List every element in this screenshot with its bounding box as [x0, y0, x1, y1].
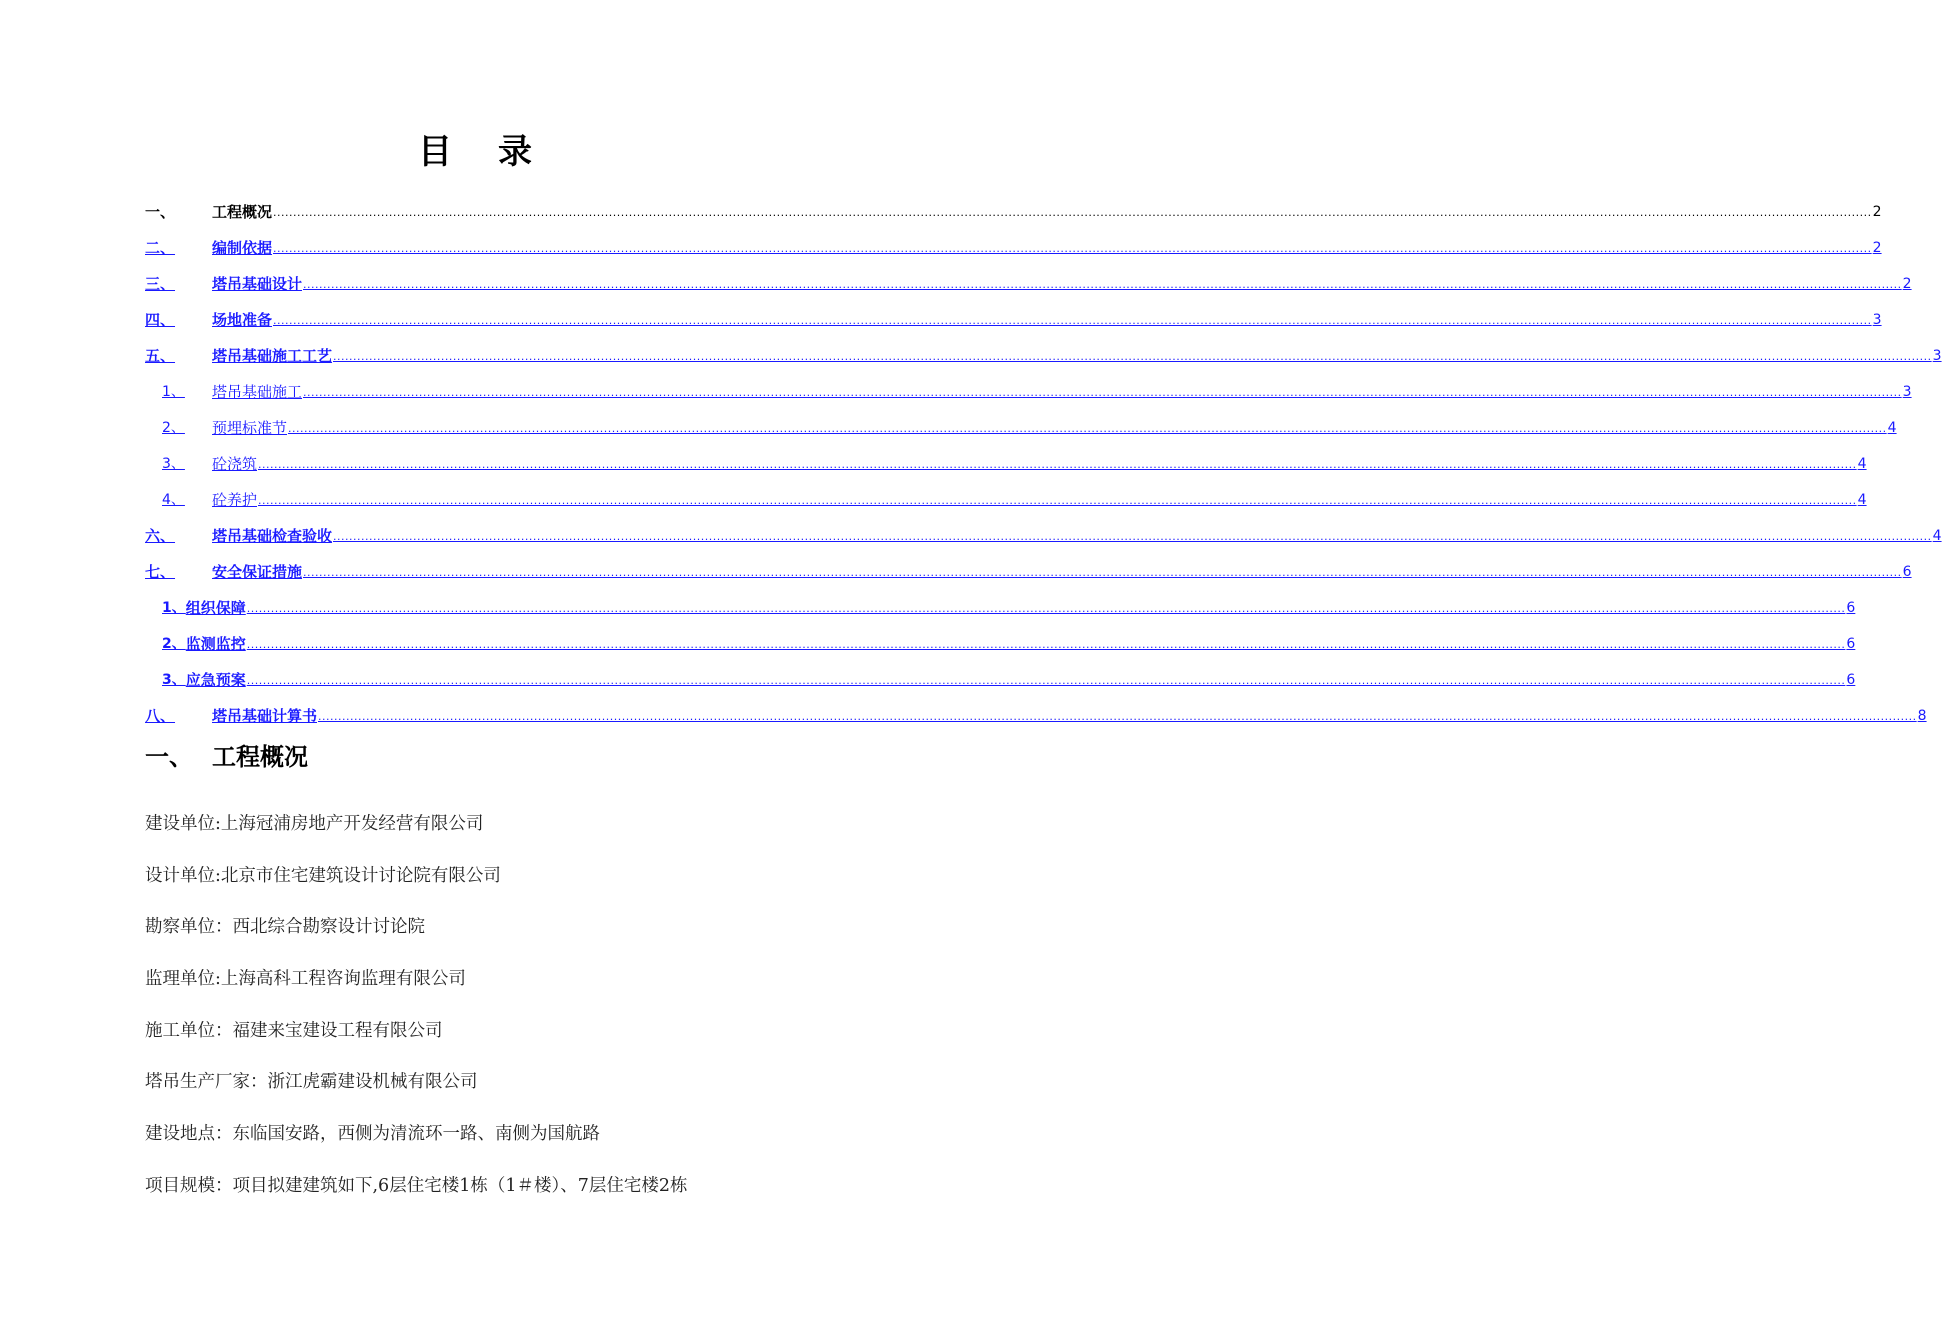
toc-entry[interactable] [145, 510, 1942, 546]
toc-entry-page: 6 [1902, 564, 1912, 580]
toc-entry[interactable] [145, 258, 1912, 294]
toc-entry-number: 3、 [162, 456, 185, 472]
toc-entry [145, 186, 1882, 222]
body-text-line: 塔吊生产厂家：浙江虎霸建设机械有限公司 [145, 1072, 478, 1093]
toc-entry-page: 2 [1872, 204, 1882, 220]
toc-leader-dots: ................................................................................................................................................................................................................................................................................................................................................................................................................ [333, 350, 1932, 363]
body-text-line: 勘察单位：西北综合勘察设计讨论院 [145, 917, 425, 938]
toc-entry[interactable] [145, 618, 1856, 654]
toc-entry-title: 砼养护 [212, 491, 258, 509]
toc-entry-number: 七、 [145, 563, 176, 581]
toc-entry[interactable] [145, 330, 1942, 366]
toc-entry-page: 2 [1902, 276, 1912, 292]
toc-entry[interactable] [145, 438, 1867, 474]
body-text-line: 建设地点：东临国安路，西侧为清流环一路、南侧为国航路 [145, 1124, 600, 1145]
toc-leader-dots: ................................................................................................................................................................................................................................................................................................................................................................................................................ [246, 638, 1846, 651]
toc-entry-number: 四、 [145, 311, 176, 329]
toc-leader-dots: ................................................................................................................................................................................................................................................................................................................................................................................................................ [303, 566, 1902, 579]
toc-entry-page: 4 [1932, 528, 1942, 544]
toc-entry-title: 监测监控 [185, 635, 246, 653]
toc-entry-title: 场地准备 [212, 311, 273, 329]
section-number: 一、 [145, 743, 193, 771]
toc-entry-title: 组织保障 [185, 599, 246, 617]
toc-leader-dots: ................................................................................................................................................................................................................................................................................................................................................................................................................ [273, 314, 1872, 327]
body-text-line: 监理单位:上海高科工程咨询监理有限公司 [145, 969, 466, 990]
toc-entry-page: 6 [1846, 636, 1856, 652]
toc-entry-number: 八、 [145, 707, 176, 725]
toc-entry-number: 2、 [162, 420, 185, 436]
toc-entry-title: 塔吊基础施工 [212, 383, 303, 401]
section-title: 工程概况 [212, 743, 308, 771]
toc-entry[interactable] [145, 366, 1912, 402]
toc-entry-page: 3 [1932, 348, 1942, 364]
toc-entry-page: 8 [1917, 708, 1927, 724]
toc-entry-number: 五、 [145, 347, 176, 365]
body-text-line: 项目规模：项目拟建建筑如下,6层住宅楼1栋（1＃楼）、7层住宅楼2栋 [145, 1175, 688, 1196]
toc-leader-dots: ................................................................................................................................................................................................................................................................................................................................................................................................................ [303, 278, 1902, 291]
body-text-line: 施工单位：福建来宝建设工程有限公司 [145, 1020, 443, 1041]
toc-entry[interactable] [145, 582, 1856, 618]
toc-entry[interactable] [145, 222, 1882, 258]
toc-leader-dots: ................................................................................................................................................................................................................................................................................................................................................................................................................ [333, 530, 1932, 543]
toc-leader-dots: ................................................................................................................................................................................................................................................................................................................................................................................................................ [273, 206, 1872, 219]
toc-entry-title: 塔吊基础检查验收 [212, 527, 333, 545]
toc-entry[interactable] [145, 654, 1856, 690]
body-text-line: 设计单位:北京市住宅建筑设计讨论院有限公司 [145, 865, 501, 886]
toc-entry-page: 2 [1872, 240, 1882, 256]
toc-leader-dots: ................................................................................................................................................................................................................................................................................................................................................................................................................ [288, 422, 1887, 435]
toc-entry-page: 3 [1902, 384, 1912, 400]
section-body [145, 809, 815, 1223]
toc-entry-number: 3、 [162, 672, 186, 688]
toc-entry-page: 4 [1857, 456, 1867, 472]
toc-entry-number: 一、 [145, 203, 176, 221]
toc-leader-dots: ................................................................................................................................................................................................................................................................................................................................................................................................................ [273, 242, 1872, 255]
toc-leader-dots: ................................................................................................................................................................................................................................................................................................................................................................................................................ [246, 602, 1846, 615]
toc-entry-number: 二、 [145, 239, 176, 257]
toc-entry-title: 砼浇筑 [212, 455, 258, 473]
toc-leader-dots: ................................................................................................................................................................................................................................................................................................................................................................................................................ [258, 458, 1857, 471]
toc-entry[interactable] [145, 402, 1897, 438]
toc-entry-number: 1、 [162, 384, 185, 400]
toc-entry-number: 1、 [162, 600, 186, 616]
toc-entry-title: 工程概况 [212, 203, 273, 221]
toc-entry-title: 塔吊基础施工工艺 [212, 347, 333, 365]
toc-entry-page: 4 [1857, 492, 1867, 508]
toc-title: 目录 [418, 132, 578, 172]
toc-entry-title: 预埋标准节 [212, 419, 288, 437]
toc-leader-dots: ................................................................................................................................................................................................................................................................................................................................................................................................................ [303, 386, 1902, 399]
toc-entry-title: 塔吊基础计算书 [212, 707, 318, 725]
toc-leader-dots: ................................................................................................................................................................................................................................................................................................................................................................................................................ [318, 710, 1917, 723]
section-heading [145, 740, 308, 774]
toc-entry-title: 应急预案 [185, 671, 246, 689]
toc-entry-title: 安全保证措施 [212, 563, 303, 581]
toc-entry[interactable] [145, 546, 1912, 582]
table-of-contents [145, 186, 1942, 726]
toc-entry[interactable] [145, 294, 1882, 330]
toc-entry-page: 4 [1887, 420, 1897, 436]
toc-leader-dots: ................................................................................................................................................................................................................................................................................................................................................................................................................ [258, 494, 1857, 507]
toc-entry[interactable] [145, 690, 1927, 726]
toc-entry-number: 4、 [162, 492, 185, 508]
toc-entry[interactable] [145, 474, 1867, 510]
toc-entry-title: 塔吊基础设计 [212, 275, 303, 293]
toc-entry-page: 3 [1872, 312, 1882, 328]
toc-entry-page: 6 [1846, 672, 1856, 688]
toc-entry-number: 六、 [145, 527, 176, 545]
toc-entry-title: 编制依据 [212, 239, 273, 257]
toc-leader-dots: ................................................................................................................................................................................................................................................................................................................................................................................................................ [246, 674, 1846, 687]
toc-entry-number: 2、 [162, 636, 186, 652]
body-text-line: 建设单位:上海冠浦房地产开发经营有限公司 [145, 814, 484, 834]
toc-entry-page: 6 [1846, 600, 1856, 616]
toc-entry-number: 三、 [145, 275, 176, 293]
